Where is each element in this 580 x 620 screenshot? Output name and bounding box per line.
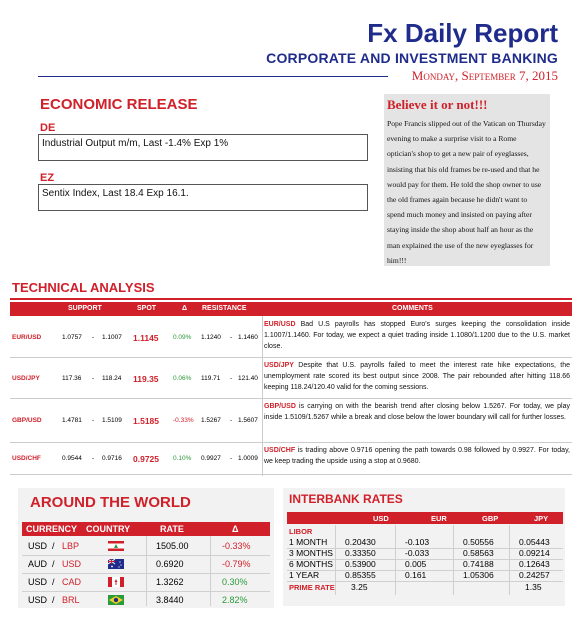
brazil-flag bbox=[108, 595, 124, 605]
tenor-label: 6 MONTHS bbox=[289, 559, 333, 569]
base-currency: AUD bbox=[28, 559, 48, 569]
rate-cell: 1.05306 bbox=[463, 570, 494, 580]
rate-cell: 0.33350 bbox=[345, 548, 376, 558]
world-title: AROUND THE WORLD bbox=[30, 494, 191, 511]
rate-cell: -0.033 bbox=[405, 548, 430, 558]
technical-row bbox=[10, 359, 572, 398]
country-header: COUNTRY bbox=[86, 524, 131, 534]
technical-row bbox=[10, 400, 572, 442]
delta-header: Δ bbox=[232, 524, 239, 534]
prime-rate-row bbox=[287, 582, 563, 593]
pair-label: EUR/USD bbox=[12, 334, 42, 341]
quote-currency: USD bbox=[62, 559, 82, 569]
support-1-value: 1.4781 bbox=[62, 417, 82, 424]
rate-cell: 0.74188 bbox=[463, 559, 494, 569]
change-value: 0.06% bbox=[173, 375, 192, 382]
comment-pair: GBP/USD bbox=[264, 403, 296, 410]
pair-label: USD/CHF bbox=[12, 455, 41, 462]
resistance-sep: - bbox=[230, 334, 233, 341]
comment-pair: EUR/USD bbox=[264, 321, 296, 328]
quote-currency: LBP bbox=[62, 541, 80, 551]
comment-body: Despite that U.S. payrolls failed to meet the interest rate hike expectations, the unemployment rate scored its best output since 2008. The pair rebounded after hitting 118.66 keeping 118.24/120.40 valid for the coming sessions. bbox=[264, 362, 570, 391]
tenor-label: 3 MONTHS bbox=[289, 548, 333, 558]
change-value: -0.33% bbox=[222, 541, 251, 551]
base-currency: USD bbox=[28, 577, 48, 587]
believe-title: Believe it or not!!! bbox=[387, 97, 488, 112]
base-currency: USD bbox=[28, 541, 48, 551]
prime-rate-label: PRIME RATE bbox=[289, 583, 335, 592]
base-currency: USD bbox=[28, 595, 48, 605]
rate-value: 1.3262 bbox=[156, 577, 184, 587]
support-sep: - bbox=[92, 334, 95, 341]
rate-cell: 0.24257 bbox=[519, 570, 550, 580]
believe-it-or-not-panel bbox=[384, 94, 550, 266]
technical-divider bbox=[10, 298, 572, 300]
rate-value: 0.6920 bbox=[156, 559, 184, 569]
resistance-2-value: 121.40 bbox=[238, 375, 258, 382]
support-sep: - bbox=[92, 375, 95, 382]
report-title: Fx Daily Report bbox=[367, 18, 558, 48]
tenor-label: 1 YEAR bbox=[289, 570, 320, 580]
support-2-value: 1.5109 bbox=[102, 417, 122, 424]
release-box-ez: Sentix Index, Last 18.4 Exp 16.1. bbox=[38, 184, 368, 211]
resistance-sep: - bbox=[230, 417, 233, 424]
spot-value: 119.35 bbox=[133, 374, 159, 384]
technical-analysis-title: TECHNICAL ANALYSIS bbox=[12, 280, 155, 295]
rate-cell: 0.20430 bbox=[345, 537, 376, 547]
pair-sep: / bbox=[52, 559, 55, 569]
spot-value: 0.9725 bbox=[133, 454, 159, 464]
resistance-2-value: 1.1460 bbox=[238, 334, 258, 341]
support-header: SUPPORT bbox=[68, 305, 102, 312]
support-sep: - bbox=[92, 417, 95, 424]
quote-currency: BRL bbox=[62, 595, 80, 605]
rate-cell: 0.58563 bbox=[463, 548, 494, 558]
comments-header: COMMENTS bbox=[392, 305, 433, 312]
spot-value: 1.5185 bbox=[133, 416, 159, 426]
rate-cell: 0.53900 bbox=[345, 559, 376, 569]
comment-pair: USD/CHF bbox=[264, 447, 296, 454]
pair-sep: / bbox=[52, 541, 55, 551]
resistance-1-value: 0.9927 bbox=[201, 455, 221, 462]
ib-col-divider bbox=[335, 525, 336, 595]
spot-header: SPOT bbox=[137, 305, 157, 312]
rate-value: 3.8440 bbox=[156, 595, 184, 605]
support-2-value: 0.9716 bbox=[102, 455, 122, 462]
rate-cell: -0.103 bbox=[405, 537, 430, 547]
support-1-value: 0.9544 bbox=[62, 455, 82, 462]
canada-flag bbox=[108, 577, 124, 587]
resistance-sep: - bbox=[230, 375, 233, 382]
prime-rate-value: 3.25 bbox=[351, 582, 368, 592]
lebanon-flag bbox=[108, 541, 124, 551]
world-col-divider bbox=[146, 536, 147, 606]
resistance-header: RESISTANCE bbox=[202, 305, 247, 312]
ib-col-divider bbox=[509, 525, 510, 595]
interbank-row bbox=[287, 537, 563, 548]
technical-header-row bbox=[10, 302, 572, 316]
region-label-de: DE bbox=[40, 122, 56, 134]
economic-release-title: ECONOMIC RELEASE bbox=[40, 96, 198, 113]
interbank-row bbox=[287, 559, 563, 570]
eur-header: EUR bbox=[431, 514, 447, 523]
rate-cell: 0.005 bbox=[405, 559, 427, 569]
change-value: 0.30% bbox=[222, 577, 248, 587]
resistance-2-value: 1.0009 bbox=[238, 455, 258, 462]
change-value: 2.82% bbox=[222, 595, 248, 605]
comment-text bbox=[264, 445, 570, 467]
region-label-ez: EZ bbox=[40, 172, 55, 184]
interbank-row bbox=[287, 548, 563, 559]
rate-cell: 0.161 bbox=[405, 570, 427, 580]
resistance-2-value: 1.5607 bbox=[238, 417, 258, 424]
resistance-1-value: 1.5267 bbox=[201, 417, 221, 424]
report-date: Monday, September 7, 2015 bbox=[411, 68, 558, 83]
pair-sep: / bbox=[52, 595, 55, 605]
comment-text bbox=[264, 401, 570, 423]
interbank-header-row bbox=[287, 512, 563, 524]
row-divider bbox=[10, 442, 572, 443]
support-sep: - bbox=[92, 455, 95, 462]
spot-value: 1.1145 bbox=[133, 333, 159, 343]
comment-text bbox=[264, 360, 570, 393]
delta-header: Δ bbox=[182, 305, 188, 312]
resistance-1-value: 119.71 bbox=[201, 375, 221, 382]
rate-cell: 0.09214 bbox=[519, 548, 550, 558]
pair-label: USD/JPY bbox=[12, 375, 40, 382]
quote-currency: CAD bbox=[62, 577, 82, 587]
currency-header: CURRENCY bbox=[26, 524, 78, 534]
support-1-value: 1.0757 bbox=[62, 334, 82, 341]
rate-value: 1505.00 bbox=[156, 541, 189, 551]
row-divider bbox=[10, 398, 572, 399]
support-2-value: 1.1007 bbox=[102, 334, 122, 341]
rate-header: RATE bbox=[160, 524, 184, 534]
ib-col-divider bbox=[395, 525, 396, 595]
rate-cell: 0.12643 bbox=[519, 559, 550, 569]
world-header-row bbox=[22, 522, 270, 536]
change-value: -0.33% bbox=[173, 417, 194, 424]
prime-rate-value: 1.35 bbox=[525, 582, 542, 592]
rate-cell: 0.50556 bbox=[463, 537, 494, 547]
technical-row bbox=[10, 444, 572, 474]
comment-text bbox=[264, 319, 570, 352]
tenor-label: 1 MONTH bbox=[289, 537, 328, 547]
comment-body: is carrying on with the bearish trend after closing below 1.5267. For today, we play inside 1.5109/1.5267 while a break and close below the lower boundary will call for further losses. bbox=[264, 403, 570, 421]
change-value: -0.79% bbox=[222, 559, 251, 569]
around-the-world-panel bbox=[18, 488, 274, 608]
jpy-header: JPY bbox=[534, 514, 549, 523]
support-2-value: 118.24 bbox=[102, 375, 122, 382]
row-divider bbox=[10, 474, 572, 475]
comment-body: is trading above 0.9716 opening the path towards 0.98 followed by 0.9927. For today, we keep trading the upside using a stop at 0.9680. bbox=[264, 447, 570, 465]
rate-cell: 0.85355 bbox=[345, 570, 376, 580]
change-value: 0.10% bbox=[173, 455, 192, 462]
gbp-header: GBP bbox=[482, 514, 499, 523]
comment-body: Bad U.S payrolls has stopped Euro's surges keeping the consolidation inside 1.1007/1.1460. For today, we expect a quiet trading inside 1.1080/1.1200 due to the U.S. market close. bbox=[264, 321, 570, 350]
interbank-title: INTERBANK RATES bbox=[289, 492, 403, 506]
change-value: 0.09% bbox=[173, 334, 192, 341]
comments-divider bbox=[262, 316, 263, 476]
usd-header: USD bbox=[373, 514, 389, 523]
support-1-value: 117.36 bbox=[62, 375, 82, 382]
comment-pair: USD/JPY bbox=[264, 362, 294, 369]
world-col-divider bbox=[210, 536, 211, 606]
australia-flag bbox=[108, 559, 124, 569]
pair-label: GBP/USD bbox=[12, 417, 42, 424]
release-box-de: Industrial Output m/m, Last -1.4% Exp 1% bbox=[38, 134, 368, 161]
interbank-row bbox=[287, 570, 563, 581]
believe-text: Pope Francis slipped out of the Vatican on Thursday evening to make a surprise visit to a Rome optician's shop to get a new pair of eyeglasses, insisting that his old frames be re-used and that he would pay for them. He told the shop owner to use the old frames again because he didn't want to spend much money and insisted on paying after staying inside the shop about half an hour as the man explained the use of the new eyeglasses for him!!! bbox=[387, 119, 546, 265]
row-divider bbox=[10, 357, 572, 358]
header-divider bbox=[38, 76, 388, 77]
libor-label: LIBOR bbox=[289, 527, 313, 536]
resistance-sep: - bbox=[230, 455, 233, 462]
technical-row bbox=[10, 318, 572, 357]
pair-sep: / bbox=[52, 577, 55, 587]
resistance-1-value: 1.1240 bbox=[201, 334, 221, 341]
interbank-rates-panel bbox=[283, 488, 565, 606]
ib-col-divider bbox=[453, 525, 454, 595]
report-subtitle: CORPORATE AND INVESTMENT BANKING bbox=[266, 50, 558, 66]
rate-cell: 0.05443 bbox=[519, 537, 550, 547]
